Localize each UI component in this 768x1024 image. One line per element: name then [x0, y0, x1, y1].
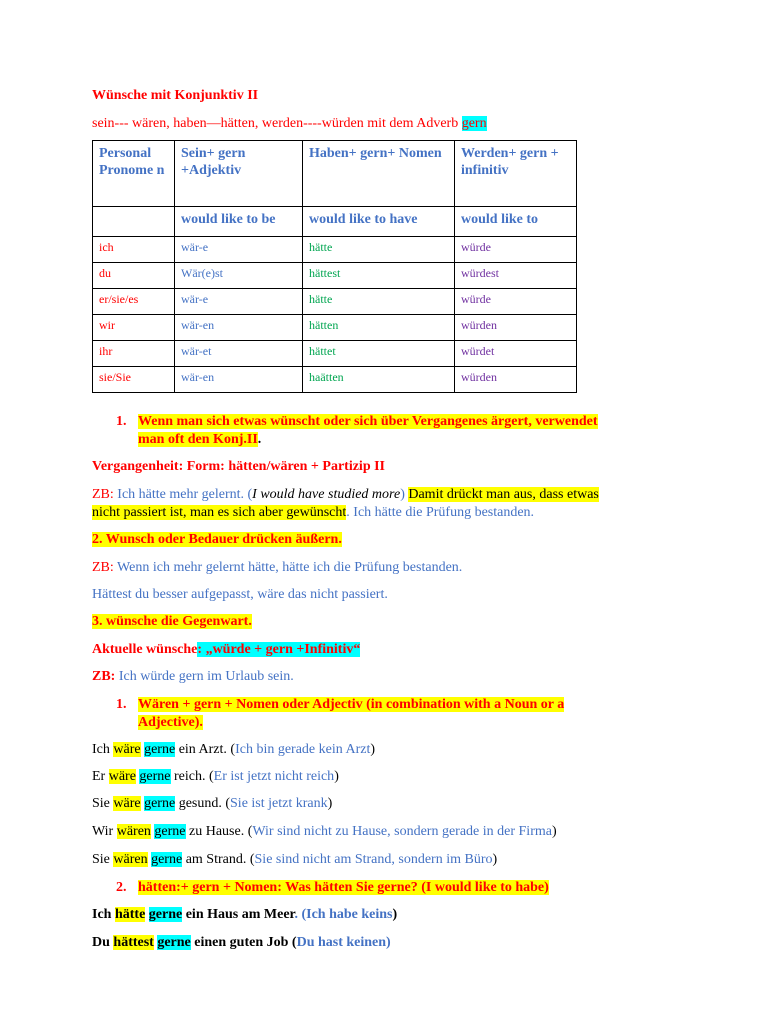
past-form-heading: Vergangenheit: Form: hätten/wären + Partizip II — [92, 459, 385, 474]
section2-heading — [92, 531, 342, 549]
example-verb: hätte — [114, 907, 146, 922]
zb3-text: Ich würde gern im Urlaub sein. — [118, 669, 294, 684]
haben-cell: hättest — [303, 263, 455, 289]
meaning-cell-sein: would like to be — [175, 207, 303, 237]
example-end: ) — [492, 852, 498, 867]
example-waere-row — [92, 741, 375, 759]
example-subject: Ich — [92, 907, 112, 922]
pronoun-cell: ihr — [93, 341, 175, 367]
example-note: Wir sind nicht zu Hause, sondern gerade in der Firma — [252, 824, 552, 839]
werden-cell: würdet — [455, 341, 577, 367]
conjugation-table — [92, 140, 577, 393]
example-gern: gerne — [148, 907, 183, 922]
zb1-note-line2: nicht passiert ist, man es sich aber gewünscht — [92, 505, 347, 520]
sub2-text: hätten:+ gern + Nomen: Was hätten Sie gerne? (I would like to habe) — [138, 880, 549, 895]
zb1-line1 — [92, 486, 599, 504]
sub1-text-line2: Adjective). — [138, 715, 203, 730]
table-row — [93, 367, 577, 393]
example-rest: zu Hause. ( — [189, 824, 253, 839]
werden-cell: würdest — [455, 263, 577, 289]
example-end: ) — [370, 742, 376, 757]
sub1-number: 1. — [116, 697, 127, 712]
meaning-cell-empty — [93, 207, 175, 237]
table-meaning-row — [93, 207, 577, 237]
sub1-text-line1: Wären + gern + Nomen oder Adjectiv (in combination with a Noun or a — [138, 697, 565, 712]
zb1-example: Ich hätte mehr gelernt. ( — [117, 487, 253, 502]
meaning-cell-haben: would like to have — [303, 207, 455, 237]
header-cell-sein: Sein+ gern +Adjektiv — [175, 141, 303, 207]
sein-cell: wär-e — [175, 289, 303, 315]
werden-cell: würde — [455, 237, 577, 263]
haben-cell: haätten — [303, 367, 455, 393]
example-end: ) — [327, 796, 333, 811]
sub2-line — [116, 879, 549, 897]
table-header-row — [93, 141, 577, 207]
sein-cell: wär-e — [175, 237, 303, 263]
example-dot: . — [294, 907, 302, 922]
pronoun-cell: er/sie/es — [93, 289, 175, 315]
table-row — [93, 289, 577, 315]
example-waere-row — [92, 823, 557, 841]
example-gern: gerne — [157, 935, 191, 950]
section1-number: 1. — [116, 414, 127, 429]
zb2-text: Wenn ich mehr gelernt hätte, hätte ich die Prüfung bestanden. — [117, 560, 463, 575]
example-haette-row — [92, 906, 397, 924]
pronoun-cell: ich — [93, 237, 175, 263]
pronoun-cell: du — [93, 263, 175, 289]
example-verb: hättest — [113, 935, 154, 950]
sub1-line2 — [138, 714, 203, 732]
example-verb: wäre — [108, 769, 136, 784]
table-row — [93, 341, 577, 367]
zb2-line — [92, 559, 462, 577]
section2-heading-text: 2. Wunsch oder Bedauer drücken äußern. — [92, 532, 342, 547]
zb1-translation: I would have studied more — [252, 487, 401, 502]
example-gern: gerne — [154, 824, 186, 839]
werden-cell: würden — [455, 315, 577, 341]
example-verb: wären — [113, 852, 148, 867]
example-rest: ein Haus am Meer — [185, 907, 295, 922]
example-note: (Ich habe keins — [301, 907, 393, 922]
haben-cell: hätte — [303, 289, 455, 315]
subtitle-line — [92, 115, 487, 133]
section3-heading — [92, 613, 252, 631]
sein-cell: Wär(e)st — [175, 263, 303, 289]
example-subject: Du — [92, 935, 110, 950]
example-subject: Ich — [92, 742, 110, 757]
sub1-line1 — [116, 696, 564, 714]
current-wish-line — [92, 641, 360, 659]
example-note: Sie sind nicht am Strand, sondern im Büro — [254, 852, 493, 867]
haben-cell: hätten — [303, 315, 455, 341]
example-gern: gerne — [139, 769, 171, 784]
section1-line1 — [116, 413, 598, 431]
sein-cell: wär-en — [175, 367, 303, 393]
sein-cell: wär-en — [175, 315, 303, 341]
table-row — [93, 315, 577, 341]
example-waere-row — [92, 795, 332, 813]
example-rest: gesund. ( — [178, 796, 231, 811]
example-waere-row — [92, 768, 339, 786]
example-gern: gerne — [144, 796, 176, 811]
example-verb: wären — [116, 824, 151, 839]
section1-text-line2: man oft den Konj.II — [138, 432, 258, 447]
example-note: Du hast keinen) — [296, 935, 391, 950]
werden-cell: würde — [455, 289, 577, 315]
haben-cell: hätte — [303, 237, 455, 263]
example-gern: gerne — [151, 852, 183, 867]
header-cell-pronoun: Personal Pronome n — [93, 141, 175, 207]
table-row — [93, 237, 577, 263]
section1-line2 — [138, 431, 261, 449]
werden-cell: würden — [455, 367, 577, 393]
example-verb: wäre — [113, 796, 141, 811]
example-subject: Sie — [92, 796, 110, 811]
example-haette-row — [92, 934, 391, 952]
example-subject: Wir — [92, 824, 114, 839]
table-row — [93, 263, 577, 289]
zb3-line — [92, 668, 294, 686]
example-rest: reich. ( — [174, 769, 214, 784]
example-end: ) — [334, 769, 339, 784]
subtitle-text: sein--- wären, haben—hätten, werden----würden mit dem Adverb — [92, 116, 462, 131]
example-note: Ich bin gerade kein Arzt — [235, 742, 371, 757]
example-end: ) — [392, 907, 398, 922]
pronoun-cell: wir — [93, 315, 175, 341]
zb1-note-line1: Damit drückt man aus, dass etwas — [408, 487, 599, 502]
example-waere-row — [92, 851, 497, 869]
pronoun-cell: sie/Sie — [93, 367, 175, 393]
example-note: Er ist jetzt nicht reich — [213, 769, 335, 784]
document-title: Wünsche mit Konjunktiv II — [92, 88, 259, 103]
section1-text-line1: Wenn man sich etwas wünscht oder sich über Vergangenes ärgert, verwendet — [138, 414, 598, 429]
current-wish-formula: : „würde + gern +Infinitiv“ — [197, 642, 361, 657]
example-verb: wäre — [113, 742, 141, 757]
header-cell-haben: Haben+ gern+ Nomen — [303, 141, 455, 207]
example-subject: Er — [92, 769, 106, 784]
example-gern: gerne — [144, 742, 176, 757]
zb1-close: ) — [400, 487, 405, 502]
example-end: ) — [551, 824, 557, 839]
zb3-prefix: ZB: — [92, 669, 119, 684]
meaning-cell-werden: would like to — [455, 207, 577, 237]
subtitle-highlight: gern — [461, 116, 487, 131]
example-subject: Sie — [92, 852, 110, 867]
example-rest: einen guten Job ( — [194, 935, 297, 950]
example-rest: am Strand. ( — [185, 852, 255, 867]
zb1-note-tail: . Ich hätte die Prüfung bestanden. — [346, 505, 535, 520]
sein-cell: wär-et — [175, 341, 303, 367]
current-wish-label: Aktuelle wünsche — [92, 642, 198, 657]
section3-heading-text: 3. wünsche die Gegenwart. — [92, 614, 252, 629]
section1-period: . — [257, 432, 262, 447]
header-cell-werden: Werden+ gern + infinitiv — [455, 141, 577, 207]
zb1-prefix: ZB: — [92, 487, 118, 502]
zb2-prefix: ZB: — [92, 560, 118, 575]
zb1-line2 — [92, 504, 534, 522]
example-rest: ein Arzt. ( — [178, 742, 236, 757]
sub2-number: 2. — [116, 880, 127, 895]
example-note: Sie ist jetzt krank — [230, 796, 328, 811]
zb2-second-line: Hättest du besser aufgepasst, wäre das nicht passiert. — [92, 587, 388, 602]
haben-cell: hättet — [303, 341, 455, 367]
